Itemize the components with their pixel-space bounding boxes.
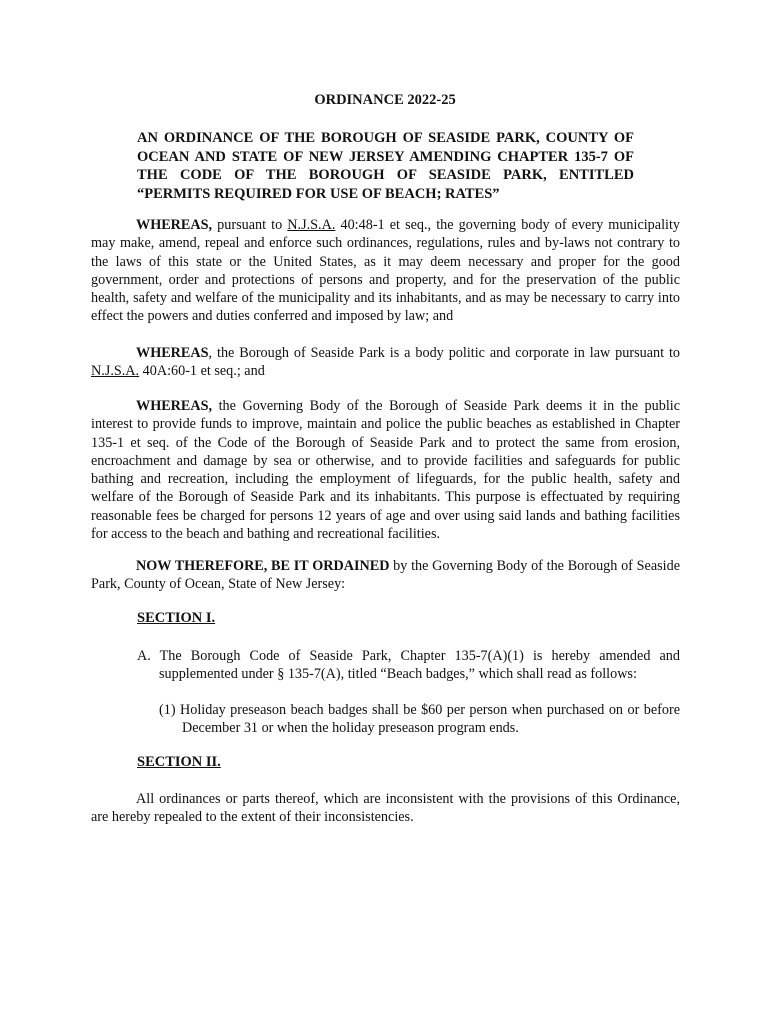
section-1-item-a: A. The Borough Code of Seaside Park, Chapter 135-7(A)(1) is hereby amended and supplemented under § 135-7(A), titled “Beach badges,” which shall read as follows: [137, 648, 680, 683]
whereas-paragraph-2 [91, 344, 680, 381]
whereas-paragraph-3 [91, 397, 680, 543]
whereas-keyword: WHEREAS [136, 345, 209, 361]
whereas-keyword: WHEREAS, [136, 217, 213, 233]
whereas-text: 40:48-1 et seq., the governing body of every municipality may make, amend, repeal and enforce such ordinances, regulations, rules and by-laws not contrary to the laws of this state or the United States, as it may deem necessary and proper for the good government, order and protections of persons and property, and for the preservation of the public health, safety and welfare of the municipality and its inhabitants, and as may be necessary to carry into effect the powers and duties conferred and imposed by law; and [91, 217, 680, 325]
ordained-text: by the Governing Body of the Borough of Seaside Park, County of Ocean, State of New Jersey: [91, 558, 680, 593]
whereas-keyword: WHEREAS, [136, 398, 213, 414]
statute-citation: N.J.S.A. [287, 217, 336, 233]
ordinance-heading: AN ORDINANCE OF THE BOROUGH OF SEASIDE PARK, COUNTY OF OCEAN AND STATE OF NEW JERSEY AMENDING CHAPTER 135-7 OF THE CODE OF THE BOROUGH OF SEASIDE PARK, ENTITLED “PERMITS REQUIRED FOR USE OF BEACH; RATES” [137, 130, 634, 202]
section-1-heading: SECTION I. [137, 610, 216, 626]
section-1-item-1: (1) Holiday preseason beach badges shall be $60 per person when purchased on or before December 31 or when the holiday preseason program ends. [159, 702, 680, 737]
section-2-text: All ordinances or parts thereof, which are inconsistent with the provisions of this Ordinance, are hereby repealed to the extent of their inconsistencies. [91, 791, 680, 826]
ordained-paragraph [91, 557, 680, 594]
whereas-text: , the Borough of Seaside Park is a body politic and corporate in law pursuant to [208, 345, 680, 361]
section-2-paragraph [91, 790, 680, 827]
whereas-text: 40A:60-1 et seq.; and [139, 363, 265, 380]
statute-citation: N.J.S.A. [91, 363, 140, 380]
section-2-heading: SECTION II. [137, 754, 221, 770]
ordained-keyword: NOW THEREFORE, BE IT ORDAINED [136, 558, 390, 574]
whereas-paragraph-1 [91, 216, 680, 326]
ordinance-title: ORDINANCE 2022-25 [314, 92, 456, 108]
whereas-text: the Governing Body of the Borough of Seaside Park deems it in the public interest to provide funds to improve, maintain and police the public beaches as established in Chapter 135-1 et seq. of the Code of the Borough of Seaside Park and to protect the same from erosion, encroachment and damage by sea or otherwise, and to provide facilities and safeguards for public bathing and recreation, including the employment of lifeguards, for the public health, safety and welfare of the Borough of Seaside Park and its inhabitants. This purpose is effectuated by requiring reasonable fees be charged for persons 12 years of age and over using said lands and bathing facilities for access to the beach and bathing and recreational facilities. [91, 398, 680, 543]
whereas-text: pursuant to [212, 217, 288, 233]
